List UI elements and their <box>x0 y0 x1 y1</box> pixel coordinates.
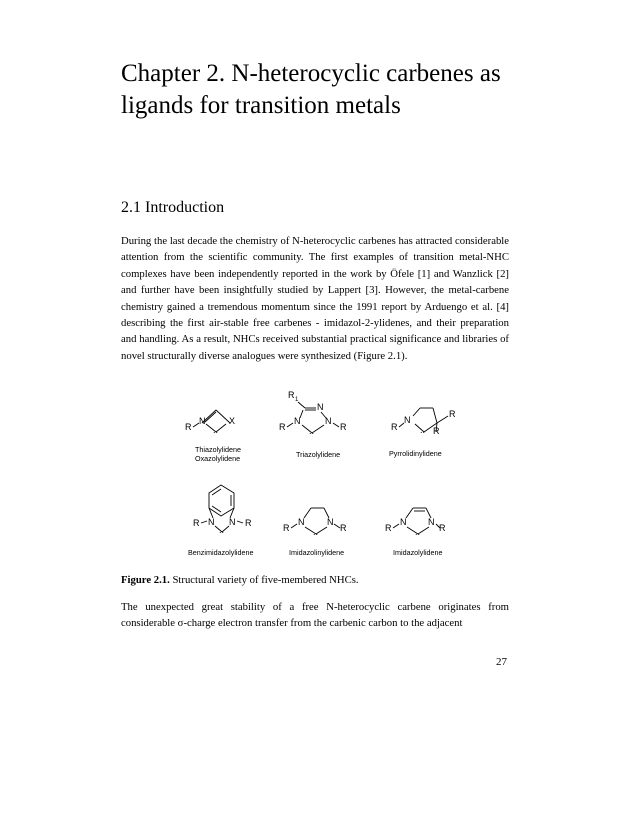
lone-pair: .. <box>219 525 225 535</box>
section-heading: 2.1 Introduction <box>121 199 225 216</box>
structure-name-imidazolinylidene: Imidazolinylidene <box>289 548 345 557</box>
chapter-title <box>121 58 521 122</box>
atom-n-left: N <box>294 416 301 426</box>
figure-caption <box>121 574 359 586</box>
structure-name-pyrrolidinylidene: Pyrrolidinylidene <box>389 449 442 458</box>
atom-n-right: N <box>428 517 435 527</box>
atom-r-left: R <box>193 518 200 528</box>
chapter-title-line2: ligands for transition metals <box>121 92 401 119</box>
benzimidazolylidene-structure <box>188 485 254 557</box>
structure-name-benzimidazolylidene: Benzimidazolylidene <box>188 548 254 557</box>
structure-name-triazolylidene: Triazolylidene <box>296 450 341 459</box>
atom-n-left: N <box>298 517 305 527</box>
atom-x: X <box>229 416 236 426</box>
atom-n-top: N <box>317 402 324 412</box>
atom-n: N <box>404 415 411 425</box>
nhc-structures-drawing <box>121 380 509 570</box>
stability-paragraph: The unexpected great stability of a free N-heterocyclic carbene originates from considerable σ-charge electron transfer from the carbenic carbon to the adjacent <box>121 601 509 630</box>
atom-r-left: R <box>391 422 398 432</box>
atom-r: R <box>185 422 192 432</box>
atom-r-lower: R <box>433 426 440 436</box>
imidazolinylidene-structure <box>283 508 347 557</box>
lone-pair: .. <box>415 527 421 537</box>
atom-n: N <box>199 416 206 426</box>
structure-name-imidazolylidene: Imidazolylidene <box>393 548 443 557</box>
figure-caption-text: Structural variety of five-membered NHCs. <box>169 574 359 586</box>
atom-r-right: R <box>439 523 446 533</box>
atom-r1: R <box>288 390 295 400</box>
structure-name-thiazolylidene: Thiazolylidene <box>195 445 241 454</box>
atom-r-left: R <box>279 422 286 432</box>
lone-pair: .. <box>309 426 315 436</box>
atom-r-right: R <box>340 422 347 432</box>
atom-n-left: N <box>208 517 215 527</box>
lone-pair: .. <box>420 425 426 435</box>
atom-r1-subscript: 1 <box>295 397 299 403</box>
atom-r-left: R <box>283 523 290 533</box>
atom-n-right: N <box>327 517 334 527</box>
atom-n-left: N <box>400 517 407 527</box>
imidazolylidene-structure <box>385 508 446 557</box>
figure-caption-label: Figure 2.1. <box>121 574 170 586</box>
page-number: 27 <box>496 656 507 668</box>
triazolylidene-structure <box>279 390 347 459</box>
thiazolylidene-structure <box>185 410 241 463</box>
atom-r-right: R <box>245 518 252 528</box>
structure-name-oxazolylidene: Oxazolylidene <box>195 454 241 463</box>
atom-r-left: R <box>385 523 392 533</box>
atom-r-right: R <box>340 523 347 533</box>
atom-r-upper: R <box>449 409 456 419</box>
chapter-title-line1: Chapter 2. N-heterocyclic carbenes as <box>121 60 501 87</box>
lone-pair: .. <box>213 425 219 435</box>
figure-nhc-structures <box>121 380 509 570</box>
lone-pair: .. <box>313 527 319 537</box>
pyrrolidinylidene-structure <box>389 408 456 458</box>
atom-n-right: N <box>229 517 236 527</box>
intro-paragraph: During the last decade the chemistry of N-heterocyclic carbenes has attracted considerable attention from the scientific community. The first examples of transition metal-NHC complexes have been independently reported in the work by Öfele [1] and Wanzlick [2] and further have been insightfully studied by Lappert [3]. However, the metal-carbene chemistry gained a tremendous momentum since the 1991 report by Arduengo et al. [4] describing the first air-stable free carbenes - imidazol-2-ylidenes, and their preparation and handling. As a result, NHCs received substantial practical significance and libraries of novel structurally diverse analogues were synthesized (Figure 2.1). <box>121 235 509 362</box>
atom-n-right: N <box>325 416 332 426</box>
